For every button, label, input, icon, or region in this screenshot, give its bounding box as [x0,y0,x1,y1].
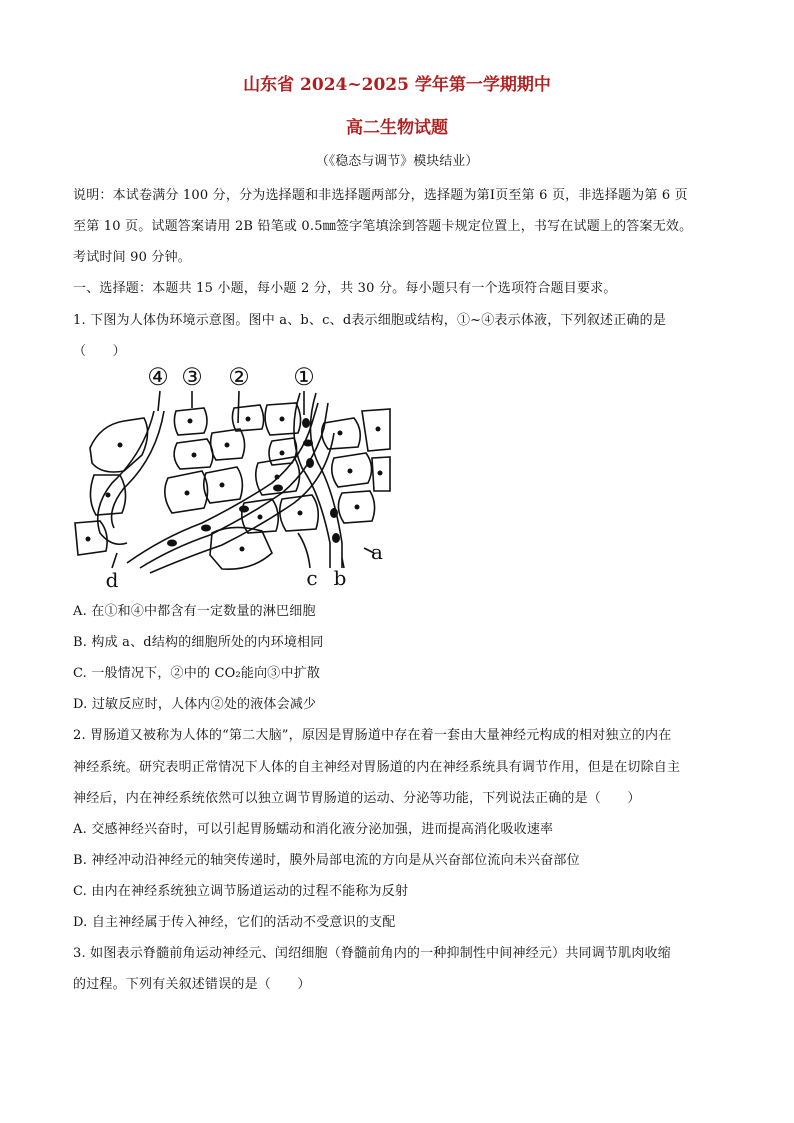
label-c: c [306,566,318,590]
section-heading: 一、选择题：本题共 15 小题，每小题 2 分，共 30 分。每小题只有一个选项符合题目要求。 [73,281,617,296]
label-1: ① [293,363,315,391]
q2-option-c: C. 由内在神经系统独立调节肠道运动的过程不能称为反射 [73,884,409,899]
q3-stem-line-1: 3. 如图表示脊髓前角运动神经元、闰绍细胞（脊髓前角内的一种抑制性中间神经元）共同调节肌肉收缩 [73,946,671,961]
q2-stem-line-3: 神经后，内在神经系统依然可以独立调节胃肠道的运动、分泌等功能，下列说法正确的是（ ） [73,791,641,806]
q2-stem-line-2: 神经系统。研究表明正常情况下人体的自主神经对胃肠道的内在神经系统具有调节作用，但是在切除自主 [73,760,681,775]
exam-title: 山东省 2024~2025 学年第一学期期中 [243,75,551,95]
q1-option-d: D. 过敏反应时，人体内②处的液体会减少 [73,697,317,712]
intro-line-1: 说明：本试卷满分 100 分，分为选择题和非选择题两部分，选择题为第Ⅰ页至第 6 页，非选择题为第 6 页 [73,188,688,203]
q1-option-a: A. 在①和④中都含有一定数量的淋巴细胞 [73,604,316,619]
label-2: ② [228,363,250,391]
exam-subtitle: 高二生物试题 [346,118,448,138]
intro-line-2: 至第 10 页。试题答案请用 2B 铅笔或 0.5㎜签字笔填涂到答题卡规定位置上，书写在试题上的答案无效。 [73,219,693,234]
label-4: ④ [147,363,169,391]
label-3: ③ [181,363,203,391]
label-b: b [333,566,347,590]
q2-option-d: D. 自主神经属于传入神经，它们的活动不受意识的支配 [73,915,396,930]
q1-stem-line-2: （ ） [73,344,126,359]
q2-option-a: A. 交感神经兴奋时，可以引起胃肠蠕动和消化液分泌加强，进而提高消化吸收速率 [73,822,554,837]
q1-option-c: C. 一般情况下，②中的 CO₂能向③中扩散 [73,666,321,681]
intro-line-3: 考试时间 90 分钟。 [73,250,192,265]
tissue-diagram [72,363,392,593]
label-d: d [105,568,119,592]
q1-stem-line-1: 1. 下图为人体伪环境示意图。图中 a、b、c、d表示细胞或结构，①~④表示体液，下列叙述正确的是 [73,313,667,328]
q3-stem-line-2: 的过程。下列有关叙述错误的是（ ） [73,977,311,992]
q2-option-b: B. 神经冲动沿神经元的轴突传递时，膜外局部电流的方向是从兴奋部位流向未兴奋部位 [73,853,580,868]
q1-option-b: B. 构成 a、d结构的细胞所处的内环境相同 [73,635,324,650]
q2-stem-line-1: 2. 胃肠道又被称为人体的“第二大脑”，原因是胃肠道中存在着一套由大量神经元构成的相对独立的内在 [73,728,672,743]
label-a: a [371,540,383,564]
module-note: （《稳态与调节》模块结业） [315,154,479,169]
